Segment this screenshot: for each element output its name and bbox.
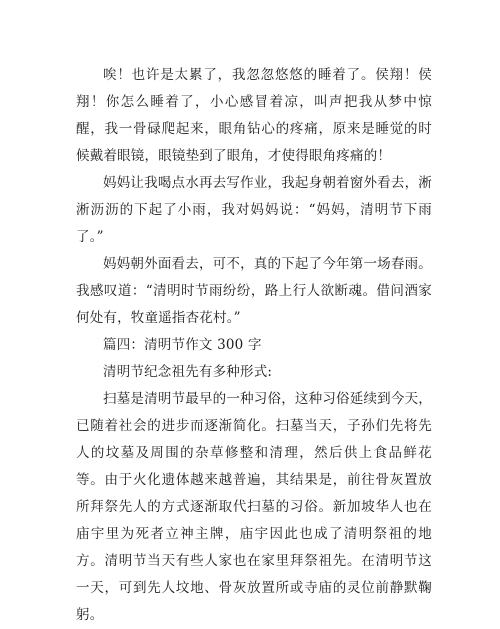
- paragraph-tomb-sweeping: 扫墓是清明节最早的一种习俗，这种习俗延续到今天，已随着社会的进步而逐渐简化。扫墓当天，子孙们先将先人的坟墓及周围的杂草修整和清理，然后供上食品鲜花等。由于火化遗体越来越普遍，其结果是，前往骨灰置放所拜祭先人的方式逐渐取代扫墓的习俗。新加坡华人也在庙宇里为死者立神主牌，庙宇因此也成了清明祭祖的地方。清明节当天有些人家也在家里拜祭祖先。在清明节这一天，可到先人坟地、骨灰放置所或寺庙的灵位前静默鞠躬。: [76, 391, 432, 623]
- paragraph-poem-recital: 妈妈朝外面看去，可不，真的下起了今年第一场春雨。我感叹道：“清明时节雨纷纷，路上行人欲断魂。借问酒家何处有，牧童遥指杏花村。”: [76, 256, 432, 326]
- paragraph-waking-up: 唉！也许是太累了，我忽忽悠悠的睡着了。侯翔！侯翔！你怎么睡着了，小心感冒着凉，叫声把我从梦中惊醒，我一骨碌爬起来，眼角钻心的疼痛，原来是睡觉的时候戴着眼镜，眼镜垫到了眼角，才使得眼角疼痛的！: [76, 67, 432, 164]
- section-heading: 篇四：清明节作文 300 字: [103, 337, 262, 353]
- section-subheading: 清明节纪念祖先有多种形式:: [103, 364, 273, 380]
- paragraph-rain-observation: 妈妈让我喝点水再去写作业，我起身朝着窗外看去，淅淅沥沥的下起了小雨，我对妈妈说：“妈妈，清明节下雨了。”: [76, 175, 432, 245]
